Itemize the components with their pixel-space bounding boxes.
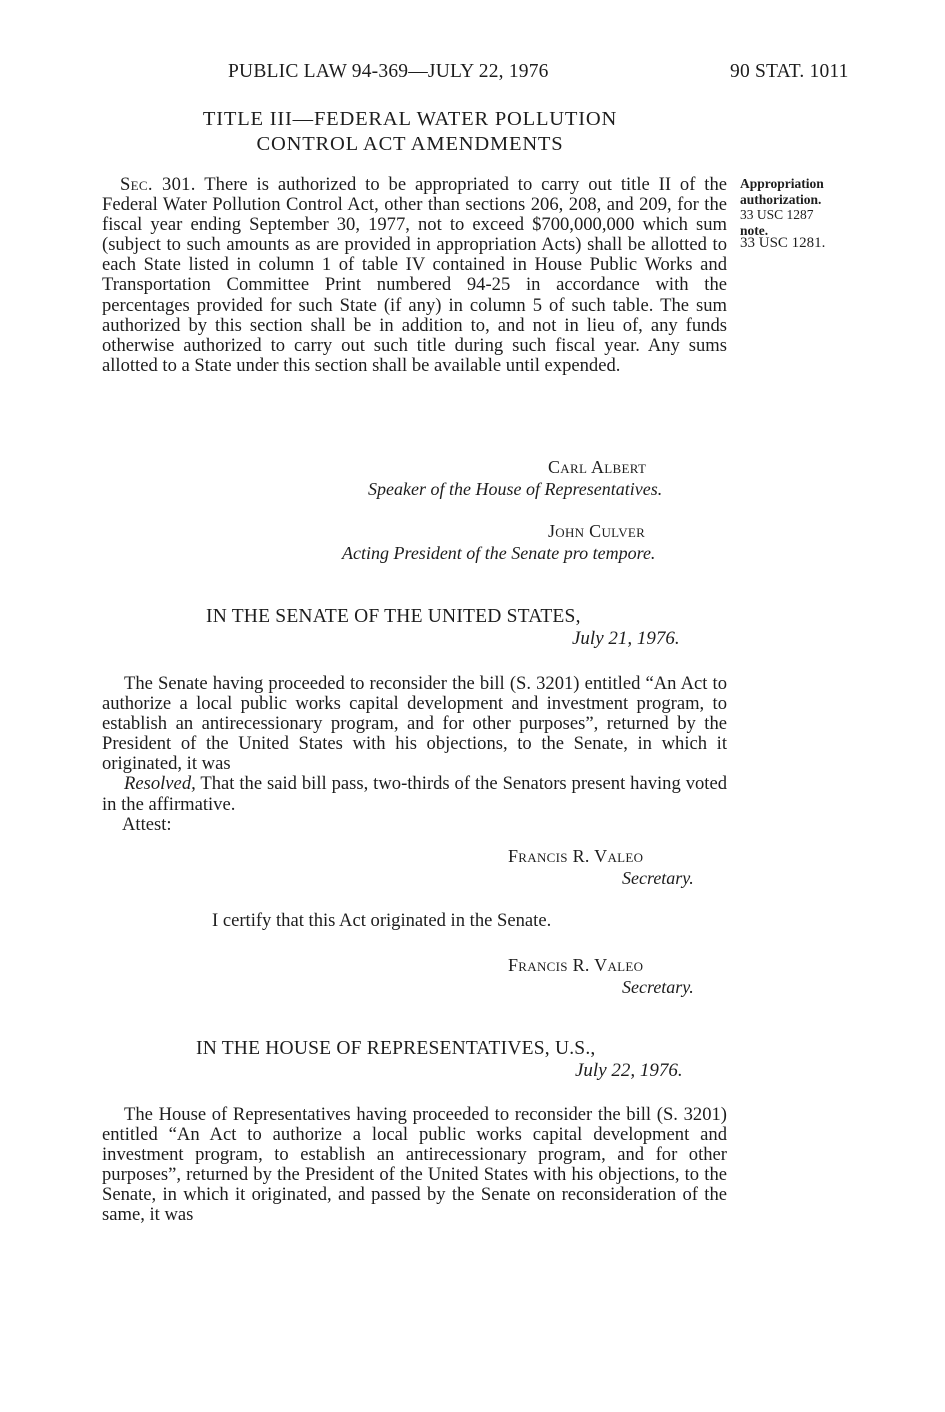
certification-text: I certify that this Act originated in the Senate. xyxy=(212,910,552,931)
margin-note xyxy=(740,176,860,252)
senate-secretary-title: Secretary. xyxy=(622,868,694,888)
title-heading-line-1: TITLE III—FEDERAL WATER POLLUTION xyxy=(202,108,618,130)
margin-note-line: Appropriation xyxy=(740,176,824,191)
house-paragraph: The House of Representatives having proceeded to reconsider the bill (S. 3201) entitled “An Act to authorize a local public works capital development and investment program, to establish an antirecessionary program, and for other purposes”, returned by the President of the United States with his objections, to the Senate, in which it originated, and passed by the Senate on reconsideration of the same, it was xyxy=(102,1104,727,1226)
resolved-label: Resolved, xyxy=(124,773,196,795)
speaker-title: Speaker of the House of Representatives. xyxy=(368,479,663,499)
house-proceedings xyxy=(102,1105,727,1226)
house-heading: IN THE HOUSE OF REPRESENTATIVES, U.S., xyxy=(196,1038,596,1059)
certification-secretary-title: Secretary. xyxy=(622,977,694,997)
certification-secretary-name: Francis R. Valeo xyxy=(508,955,644,975)
president-pro-tempore-name: John Culver xyxy=(548,521,646,541)
senate-resolution xyxy=(102,774,727,814)
section-text: There is authorized to be appropriated to carry out title II of the Federal Water Pollution Control Act, other than sections 206, 208, and 209, for the fiscal year ending September 30, 1977, not to exceed $700,000,000 which sum (subject to such amounts as are provided in appropriation Acts) shall be allotted to each State listed in column 1 of table IV contained in House Public Works and Transportation Committee Print numbered 94-25 in accordance with the percentages provided for such State (if any) in column 5 of such table. The sum authorized by this section shall be in addition to, and not in lieu of, any funds otherwise authorized to carry out such title during such fiscal year. Any sums allotted to a State under this section shall be available until expended. xyxy=(102,174,728,376)
margin-note-line: note. xyxy=(740,222,769,238)
running-header: PUBLIC LAW 94-369—JULY 22, 1976 xyxy=(228,61,549,82)
attest-label: Attest: xyxy=(122,813,172,835)
speaker-name: Carl Albert xyxy=(548,457,647,477)
president-pro-tempore-title: Acting President of the Senate pro tempore. xyxy=(342,543,656,563)
house-date: July 22, 1976. xyxy=(575,1060,683,1081)
title-heading-line-2: CONTROL ACT AMENDMENTS xyxy=(256,133,564,155)
resolved-text: That the said bill pass, two-thirds of the Senators present having voted in the affirmative. xyxy=(102,773,728,815)
margin-note-line: 33 USC 1287 xyxy=(740,207,814,222)
senate-secretary-name: Francis R. Valeo xyxy=(508,846,644,866)
statute-page-number: 90 STAT. 1011 xyxy=(730,61,849,82)
margin-note-line: authorization. xyxy=(740,191,822,207)
section-301-paragraph xyxy=(102,175,727,376)
margin-note-line: 33 USC 1281. xyxy=(740,235,826,251)
senate-date: July 21, 1976. xyxy=(572,628,680,649)
senate-heading: IN THE SENATE OF THE UNITED STATES, xyxy=(206,606,581,627)
section-label: Sec. 301. xyxy=(120,174,196,195)
senate-proceedings xyxy=(102,674,727,835)
senate-paragraph: The Senate having proceeded to reconsider the bill (S. 3201) entitled “An Act to authorize a local public works capital development and investment program, to establish an antirecessionary program, and for other purposes”, returned by the President of the United States with his objections, to the Senate, in which it originated, it was xyxy=(102,673,727,775)
